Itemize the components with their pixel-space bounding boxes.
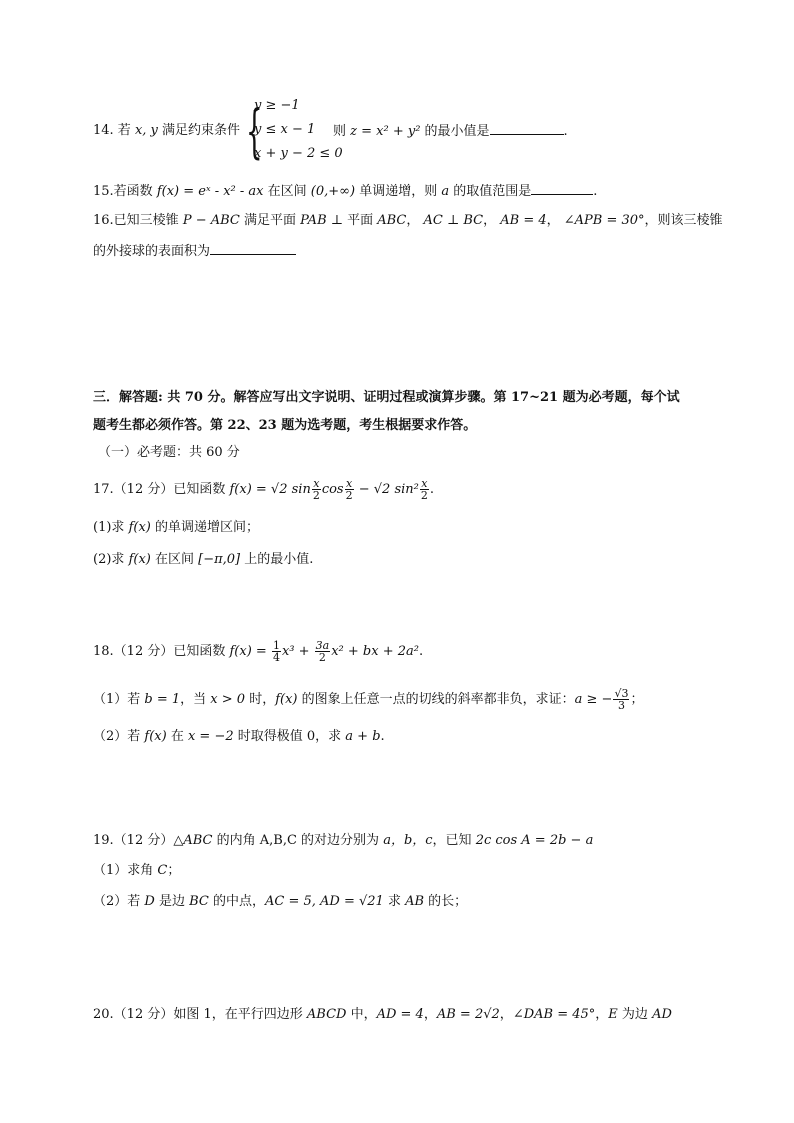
section3-sub: （一）必考题：共 60 分: [98, 445, 240, 460]
q19-p1-a: （1）求角: [93, 863, 158, 878]
q17-part-2: [93, 551, 313, 569]
q18-p1-g: 的图象上任意一点的切线的斜率都非负，求证：: [297, 692, 575, 707]
q17-p2-c: 上的最小值.: [240, 552, 314, 567]
q16-sep2: ，: [483, 213, 501, 228]
q16-perp: AC ⊥ BC: [423, 213, 484, 228]
q19-p2-bc: BC: [189, 894, 209, 909]
q17-p1-f: f(x): [128, 520, 151, 535]
q17-frac-1: [312, 478, 321, 501]
q18-p1-b: b = 1: [144, 692, 181, 707]
q17-frac-3: [420, 478, 429, 501]
q20-abcd: ABCD: [306, 1007, 347, 1022]
q18-p2-end: .: [380, 729, 385, 744]
q17-p1-a: (1)求: [93, 520, 129, 535]
q18-t1-var: x³ +: [281, 644, 314, 659]
q16-ab: AB = 4: [500, 213, 547, 228]
q16-abc: ABC: [377, 213, 407, 228]
q16-d: ，则该三棱锥: [644, 213, 723, 228]
q17-frac-2: [345, 478, 354, 501]
q15-end: .: [593, 184, 598, 199]
q20-s2: ，: [499, 1007, 513, 1022]
q18-p1-frac-den: 3: [617, 699, 625, 712]
q15-text-a: 15.若函数: [93, 184, 157, 199]
q17-p2-f: f(x): [128, 552, 151, 567]
q18-p2-b: 在: [166, 729, 188, 744]
q18-p2-f: f(x): [144, 729, 167, 744]
q19-p1-c: C: [157, 863, 168, 878]
q20-ab: AB = 2√2: [436, 1007, 500, 1022]
q17-minus: − √2 sin²: [354, 482, 419, 497]
q17-func-lhs: f(x) = √2 sin: [229, 482, 311, 497]
q20-ad: AD = 4: [376, 1007, 424, 1022]
q18-p2-e: a + b: [345, 729, 381, 744]
q16-sep3: ，: [546, 213, 564, 228]
q18-p2-a: （2）若: [93, 729, 145, 744]
q15-func: f(x) = eˣ - x² - ax: [156, 184, 264, 199]
q18-p1-d: x > 0: [210, 692, 246, 707]
q17-frac-1-num: x: [313, 477, 320, 490]
q16-angle: ∠APB = 30°: [563, 213, 645, 228]
q14-expr: z = x² + y²: [350, 124, 421, 139]
q16-line2: 的外接球的表面积为: [93, 244, 211, 259]
q15-text-b: 在区间: [263, 184, 311, 199]
q18-frac-1: [272, 640, 281, 663]
q16-sep1: ，: [406, 213, 424, 228]
q14-prefix: 14. 若: [93, 123, 135, 138]
q17-frac-2-num: x: [346, 477, 353, 490]
q18-frac-2-num: 3a: [315, 639, 330, 652]
q16-a: 16.已知三棱锥: [93, 213, 183, 228]
q19-part-1: [93, 862, 180, 880]
q18-frac-2: [315, 640, 331, 663]
q19-triangle: △ABC: [173, 833, 213, 848]
q16-line-1: [93, 212, 723, 230]
q20-angle: ∠DAB = 45°: [512, 1007, 596, 1022]
q15-text-c: 单调递增，则: [355, 184, 442, 199]
q14-tail: [333, 122, 568, 141]
q19-p2-a: （2）若: [93, 894, 145, 909]
q14-then: 则: [333, 124, 351, 139]
q19-p2-d2: 求: [383, 894, 406, 909]
q17-p2-interval: [−π,0]: [198, 552, 241, 567]
q17-p1-b: 的单调递增区间；: [150, 520, 259, 535]
q19-line: [93, 832, 593, 850]
q18-part-2: [93, 728, 385, 746]
q19-p2-ab: AB: [405, 894, 425, 909]
q16-c: 平面: [342, 213, 378, 228]
q18-end: .: [418, 644, 424, 659]
q18-p1-a: （1）若: [93, 692, 145, 707]
q19-p2-c: 的中点，: [208, 894, 265, 909]
q14-end: .: [563, 124, 568, 139]
q20-line: [93, 1006, 672, 1024]
q18-p1-end: ；: [630, 692, 644, 707]
q19-p2-b: 是边: [154, 894, 190, 909]
q20-s1: ，: [423, 1007, 437, 1022]
q20-head: 20.（12 分）如图 1，在平行四边形: [93, 1007, 307, 1022]
q17-head: 17.（12 分）已知函数: [93, 482, 230, 497]
q17-p2-b: 在区间: [150, 552, 199, 567]
q17-frac-3-num: x: [421, 477, 428, 490]
q14-mid: 满足约束条件: [157, 123, 241, 138]
q19-p2-d: D: [144, 894, 155, 909]
left-brace-icon: {: [246, 97, 263, 165]
q14-suffix: 的最小值是: [420, 124, 490, 139]
q15-var: a: [441, 184, 450, 199]
q18-p1-e: 时，: [245, 692, 276, 707]
q20-e: E: [608, 1007, 618, 1022]
q20-s3: ，: [595, 1007, 609, 1022]
q15-answer-blank[interactable]: [531, 182, 593, 195]
q19-b: ，已知: [432, 833, 476, 848]
q18-f: f(x) =: [229, 644, 271, 659]
q18-head: 18.（12 分）已知函数: [93, 644, 230, 659]
q19-p1-end: ；: [167, 863, 181, 878]
q14-constraint-1: y ≥ −1: [254, 98, 300, 113]
q19-equation: 2c cos A = 2b − a: [475, 833, 594, 848]
q17-frac-1-den: 2: [312, 489, 320, 502]
q18-frac-1-den: 4: [272, 651, 280, 664]
q14-vars: x, y: [134, 123, 158, 138]
q14-constraint-3: x + y − 2 ≤ 0: [254, 146, 343, 161]
q19-part-2: [93, 893, 467, 911]
q18-frac-2-den: 2: [318, 651, 326, 664]
q17-part-1: [93, 519, 259, 537]
q20-a: 中，: [346, 1007, 377, 1022]
q16-answer-blank[interactable]: [210, 242, 296, 255]
q16-b: 满足平面: [239, 213, 301, 228]
q18-p1-f: f(x): [275, 692, 298, 707]
q17-line: [93, 478, 434, 501]
q18-p2-c: x = −2: [187, 729, 234, 744]
q16-plane: PAB ⊥: [300, 213, 343, 228]
q14-constraint-2: y ≤ x − 1: [254, 122, 316, 137]
q17-frac-3-den: 2: [420, 489, 428, 502]
q18-part-1: [93, 688, 643, 711]
q18-frac-1-num: 1: [272, 639, 280, 652]
q19-head: 19.（12 分）: [93, 833, 174, 848]
q15-line: [93, 182, 597, 201]
q18-p2-d: 时取得极值 0，求: [233, 729, 346, 744]
q15-text-d: 的取值范围是: [449, 184, 532, 199]
q14-line: [93, 122, 240, 140]
q17-end: .: [429, 482, 435, 497]
q17-frac-2-den: 2: [345, 489, 353, 502]
q14-answer-blank[interactable]: [490, 122, 564, 135]
q19-sides: a，b，c: [383, 833, 433, 848]
q19-a: 的内角 A,B,C 的对边分别为: [212, 833, 384, 848]
q17-p2-a: (2)求: [93, 552, 129, 567]
q18-line: [93, 640, 423, 663]
q18-p1-frac-num: √3: [614, 687, 629, 700]
section3-line-2: 题考生都必须作答。第 22、23 题为选考题，考生根据要求作答。: [93, 418, 477, 433]
q18-p1-c: ，当: [180, 692, 211, 707]
q18-t2-var: x² + bx + 2a²: [331, 644, 419, 659]
q15-interval: (0,+∞): [310, 184, 356, 199]
q18-p1-frac: [613, 688, 629, 711]
q18-p1-h: a ≥ −: [574, 692, 613, 707]
q16-line-2: [93, 242, 296, 261]
q19-p2-end: 的长；: [424, 894, 468, 909]
q16-pyramid: P − ABC: [182, 213, 240, 228]
q20-b: 为边: [617, 1007, 653, 1022]
q20-edge: AD: [652, 1007, 672, 1022]
section3-line-1: 三．解答题: 共 70 分。解答应写出文字说明、证明过程或演算步骤。第 17~21 题为必考题，每个试: [93, 390, 680, 405]
q17-cos: cos: [321, 482, 344, 497]
q19-p2-cond: AC = 5, AD = √21: [265, 894, 384, 909]
